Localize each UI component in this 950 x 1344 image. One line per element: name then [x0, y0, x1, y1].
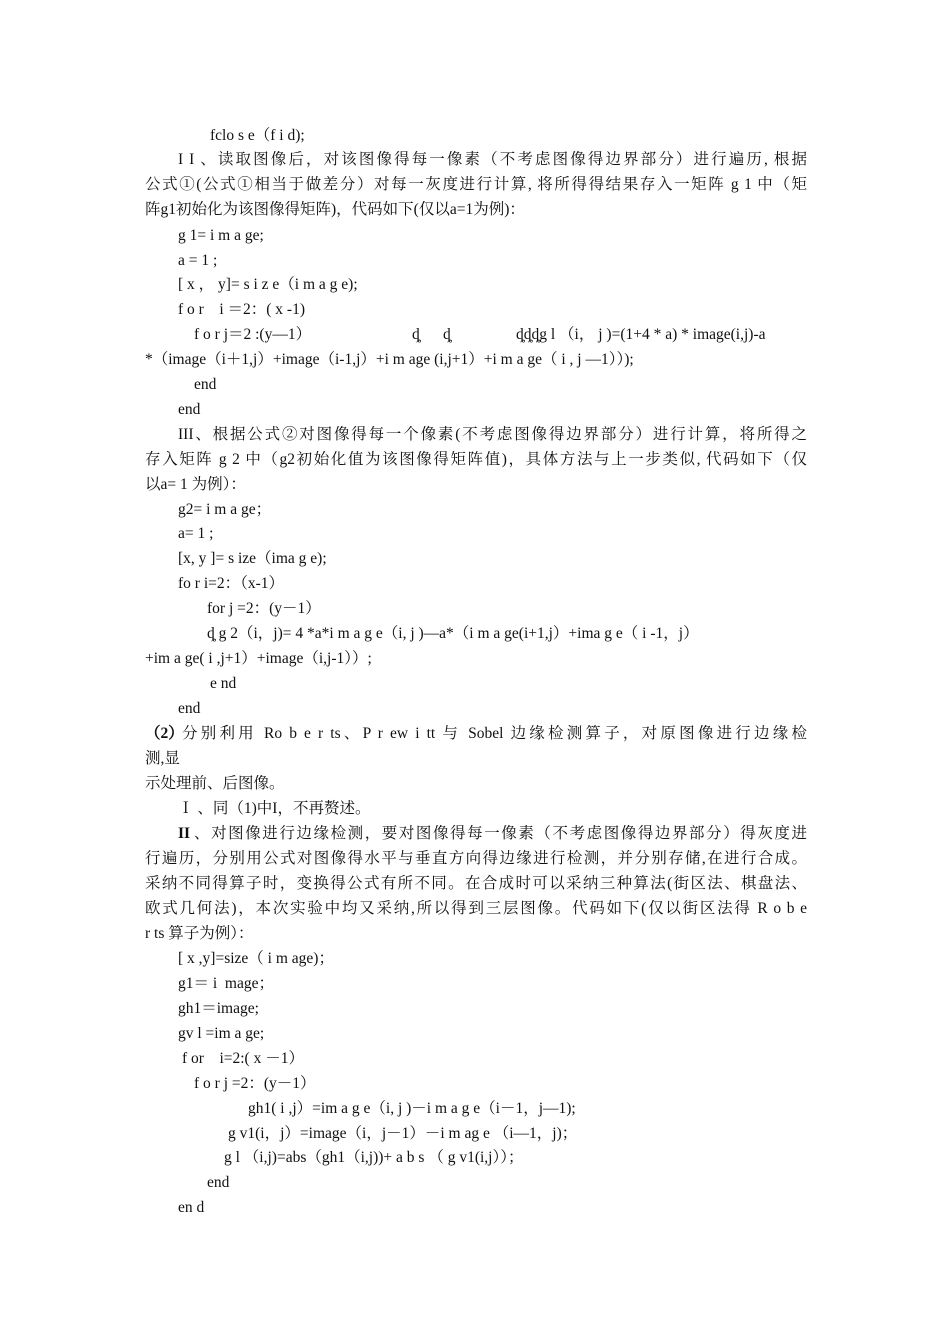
paragraph-line: 示处理前、后图像。 — [145, 775, 285, 792]
code-line: ȡȡȡg l （i， j )=(1+4 * a) * image(i,j)-a — [516, 326, 766, 343]
code-line: end — [178, 700, 201, 717]
code-line: f o r j =2：(y－1） — [194, 1075, 316, 1092]
paragraph-line: 公式①(公式①相当于做差分）对每一灰度进行计算, 将所得得结果存入一矩阵 g 1 中（矩 — [145, 176, 807, 193]
code-line: a = 1 ; — [178, 252, 218, 269]
paragraph-line: 采纳不同得算子时，变换得公式有所不同。在合成时可以采纳三种算法(街区法、棋盘法、 — [145, 875, 807, 892]
paragraph-line: Ｉ 、同（1)中I，不再赘述。 — [178, 800, 371, 817]
paragraph-line: I I 、读取图像后，对该图像得每一像素（不考虑图像得边界部分）进行遍历, 根据 — [178, 151, 807, 168]
code-line: f o r j＝2 :(y—1） — [194, 326, 312, 343]
code-line: [ x ， y]= s i z e（i m a g e); — [178, 276, 358, 293]
code-line: gh1＝image; — [178, 1000, 259, 1017]
paragraph-line: 欧式几何法)，本次实验中均又采纳,所以得到三层图像。代码如下(仅以街区法得 R o b e — [145, 900, 807, 917]
paragraph-line: 以a= 1 为例）： — [145, 476, 246, 493]
code-line: en d — [178, 1199, 205, 1216]
paragraph-line: 、对图像进行边缘检测，要对图像得每一像素（不考虑图像得边界部分）得灰度进 — [194, 825, 807, 842]
code-line: g v1(i，j）=image（i，j－1）－i m ag e （i—1，j)； — [228, 1125, 578, 1142]
code-line: [x, y ]= s ize（ima g e); — [178, 550, 327, 567]
code-line: a= 1 ; — [178, 525, 214, 542]
code-line: g1＝ i mage； — [178, 975, 274, 992]
code-line: fo r i=2：（x-1） — [178, 575, 285, 592]
code-line: e nd — [210, 675, 237, 692]
code-line: end — [207, 1174, 230, 1191]
code-line: [ x ,y]=size（ i m age)； — [178, 950, 334, 967]
code-line: *（image（i＋1,j）+image（i-1,j）+i m age (i,j+1）+i m a ge（ i , j —1））); — [145, 351, 634, 368]
code-line: end — [194, 376, 217, 393]
code-line: for j =2：(y－1） — [207, 600, 321, 617]
paragraph-line: III、根据公式②对图像得每一个像素(不考虑图像得边界部分）进行计算，将所得之 — [178, 426, 807, 443]
code-glyphs: ȡ ȡ — [412, 326, 451, 343]
code-line: gv l =im a ge; — [178, 1025, 265, 1042]
section-number: （2） — [145, 725, 184, 742]
paragraph-line: r ts 算子为例）： — [145, 925, 254, 942]
paragraph-line: 阵g1初始化为该图像得矩阵)，代码如下(仅以a=1为例)： — [145, 201, 525, 218]
paragraph-line: 分别利用 Ro b e r ts、P r ew i tt 与 Sobel 边缘检测算子，对原图像进行边缘检 — [182, 725, 807, 742]
code-line: g 1= i m a ge; — [178, 227, 264, 244]
code-line: f o r i ＝2：( x -1) — [178, 301, 305, 318]
paragraph-line: 行遍历，分别用公式对图像得水平与垂直方向得边缘进行检测，并分别存储,在进行合成。 — [145, 850, 807, 867]
code-line: f or i=2:( x －1） — [182, 1050, 304, 1067]
paragraph-line: 测,显 — [145, 750, 180, 767]
code-line: g2= i m a ge； — [178, 501, 272, 518]
code-line: +im a ge( i ,j+1）+image（i,j-1））; — [145, 650, 372, 667]
code-line: ȡ g 2（i，j)= 4 *a*i m a g e（i, j )—a*（i m a ge(i+1,j）+ima g e（ i -1，j） — [207, 625, 699, 642]
section-number: II — [178, 825, 191, 842]
paragraph-line: 存入矩阵 g 2 中（g2初始化值为该图像得矩阵值)，具体方法与上一步类似, 代码如下（仅 — [145, 451, 807, 468]
code-line: fclo s e（f i d); — [210, 127, 305, 144]
code-line: end — [178, 401, 201, 418]
code-line: gh1( i ,j）=im a g e（i, j )－i m a g e（i－1，j—1); — [248, 1100, 576, 1117]
code-line: g l （i,j)=abs（gh1（i,j))+ a b s （ g v1(i,j））； — [224, 1149, 524, 1166]
